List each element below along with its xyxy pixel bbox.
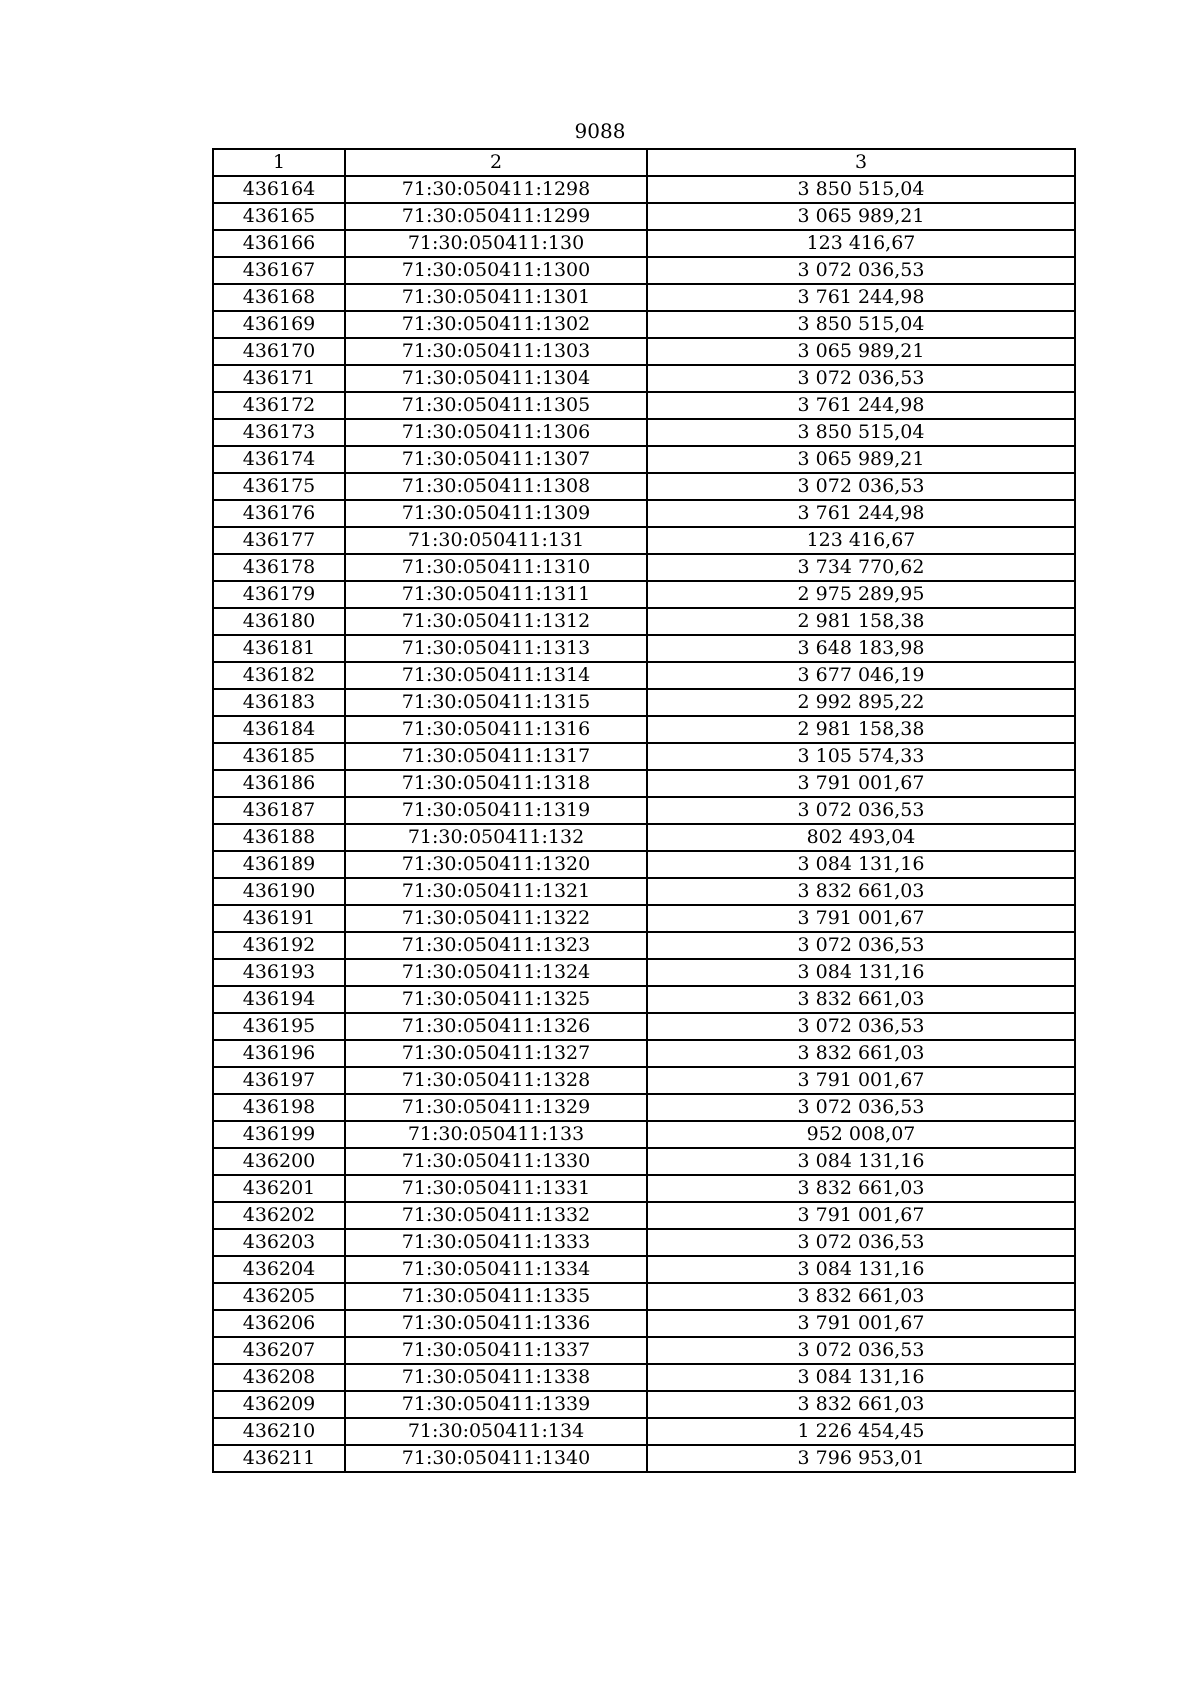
cell-value: 3 084 131,16 xyxy=(647,1148,1075,1175)
column-header-3: 3 xyxy=(647,149,1075,176)
cell-number: 436193 xyxy=(213,959,345,986)
cell-value: 3 105 574,33 xyxy=(647,743,1075,770)
table-body xyxy=(213,176,1075,1472)
cell-number: 436196 xyxy=(213,1040,345,1067)
cell-value: 3 832 661,03 xyxy=(647,878,1075,905)
cell-cadastral-id: 71:30:050411:1334 xyxy=(345,1256,647,1283)
cell-number: 436190 xyxy=(213,878,345,905)
cell-value: 3 072 036,53 xyxy=(647,1094,1075,1121)
cell-value: 2 975 289,95 xyxy=(647,581,1075,608)
cell-cadastral-id: 71:30:050411:1321 xyxy=(345,878,647,905)
cell-number: 436204 xyxy=(213,1256,345,1283)
cell-value: 3 761 244,98 xyxy=(647,284,1075,311)
table-row xyxy=(213,365,1075,392)
cell-number: 436177 xyxy=(213,527,345,554)
cell-cadastral-id: 71:30:050411:1299 xyxy=(345,203,647,230)
cell-cadastral-id: 71:30:050411:134 xyxy=(345,1418,647,1445)
cell-value: 3 084 131,16 xyxy=(647,851,1075,878)
table-header-row xyxy=(213,149,1075,176)
cell-value: 3 832 661,03 xyxy=(647,1391,1075,1418)
cell-cadastral-id: 71:30:050411:1330 xyxy=(345,1148,647,1175)
table-row xyxy=(213,932,1075,959)
cell-value: 3 791 001,67 xyxy=(647,770,1075,797)
cell-number: 436165 xyxy=(213,203,345,230)
cell-value: 3 648 183,98 xyxy=(647,635,1075,662)
cell-cadastral-id: 71:30:050411:1337 xyxy=(345,1337,647,1364)
table-row xyxy=(213,1202,1075,1229)
cell-value: 3 850 515,04 xyxy=(647,176,1075,203)
table-row xyxy=(213,851,1075,878)
cell-number: 436169 xyxy=(213,311,345,338)
cell-cadastral-id: 71:30:050411:1311 xyxy=(345,581,647,608)
cell-cadastral-id: 71:30:050411:1323 xyxy=(345,932,647,959)
column-header-2: 2 xyxy=(345,149,647,176)
cell-number: 436209 xyxy=(213,1391,345,1418)
cell-cadastral-id: 71:30:050411:1301 xyxy=(345,284,647,311)
table-row xyxy=(213,446,1075,473)
cell-cadastral-id: 71:30:050411:1308 xyxy=(345,473,647,500)
cell-cadastral-id: 71:30:050411:1310 xyxy=(345,554,647,581)
cell-number: 436178 xyxy=(213,554,345,581)
cell-cadastral-id: 71:30:050411:1317 xyxy=(345,743,647,770)
cell-number: 436183 xyxy=(213,689,345,716)
cell-value: 3 850 515,04 xyxy=(647,419,1075,446)
cell-cadastral-id: 71:30:050411:1313 xyxy=(345,635,647,662)
cell-value: 1 226 454,45 xyxy=(647,1418,1075,1445)
cell-number: 436171 xyxy=(213,365,345,392)
cell-number: 436188 xyxy=(213,824,345,851)
cell-number: 436176 xyxy=(213,500,345,527)
cell-value: 3 734 770,62 xyxy=(647,554,1075,581)
cell-value: 3 084 131,16 xyxy=(647,959,1075,986)
table-row xyxy=(213,1418,1075,1445)
cell-number: 436170 xyxy=(213,338,345,365)
table-row xyxy=(213,419,1075,446)
table-row xyxy=(213,1391,1075,1418)
cell-value: 3 796 953,01 xyxy=(647,1445,1075,1472)
page-number: 9088 xyxy=(574,119,626,143)
cell-number: 436166 xyxy=(213,230,345,257)
table-row xyxy=(213,797,1075,824)
table-row xyxy=(213,1229,1075,1256)
cell-value: 2 992 895,22 xyxy=(647,689,1075,716)
table-row xyxy=(213,230,1075,257)
cell-value: 952 008,07 xyxy=(647,1121,1075,1148)
cell-cadastral-id: 71:30:050411:1329 xyxy=(345,1094,647,1121)
cell-value: 3 832 661,03 xyxy=(647,1283,1075,1310)
cell-number: 436211 xyxy=(213,1445,345,1472)
cell-number: 436184 xyxy=(213,716,345,743)
cell-number: 436189 xyxy=(213,851,345,878)
cell-number: 436200 xyxy=(213,1148,345,1175)
table-row xyxy=(213,176,1075,203)
cell-cadastral-id: 71:30:050411:1307 xyxy=(345,446,647,473)
cell-value: 3 832 661,03 xyxy=(647,986,1075,1013)
cell-cadastral-id: 71:30:050411:1318 xyxy=(345,770,647,797)
cell-cadastral-id: 71:30:050411:1325 xyxy=(345,986,647,1013)
cell-number: 436185 xyxy=(213,743,345,770)
cell-number: 436202 xyxy=(213,1202,345,1229)
cell-cadastral-id: 71:30:050411:1327 xyxy=(345,1040,647,1067)
table-row xyxy=(213,662,1075,689)
cell-cadastral-id: 71:30:050411:1306 xyxy=(345,419,647,446)
column-header-1: 1 xyxy=(213,149,345,176)
cell-number: 436164 xyxy=(213,176,345,203)
cell-value: 3 791 001,67 xyxy=(647,1067,1075,1094)
cell-cadastral-id: 71:30:050411:1302 xyxy=(345,311,647,338)
cell-cadastral-id: 71:30:050411:1339 xyxy=(345,1391,647,1418)
table-row xyxy=(213,257,1075,284)
cell-value: 3 072 036,53 xyxy=(647,473,1075,500)
cell-cadastral-id: 71:30:050411:1336 xyxy=(345,1310,647,1337)
cell-cadastral-id: 71:30:050411:1300 xyxy=(345,257,647,284)
table-row xyxy=(213,500,1075,527)
cell-number: 436203 xyxy=(213,1229,345,1256)
cell-number: 436181 xyxy=(213,635,345,662)
table-row xyxy=(213,1067,1075,1094)
cell-cadastral-id: 71:30:050411:1309 xyxy=(345,500,647,527)
cell-cadastral-id: 71:30:050411:133 xyxy=(345,1121,647,1148)
table-row xyxy=(213,1337,1075,1364)
table-row xyxy=(213,1310,1075,1337)
cell-cadastral-id: 71:30:050411:1324 xyxy=(345,959,647,986)
table-row xyxy=(213,608,1075,635)
table-row xyxy=(213,716,1075,743)
cell-number: 436191 xyxy=(213,905,345,932)
cell-number: 436206 xyxy=(213,1310,345,1337)
cell-number: 436198 xyxy=(213,1094,345,1121)
table-row xyxy=(213,878,1075,905)
table-row xyxy=(213,1148,1075,1175)
table-row xyxy=(213,770,1075,797)
cell-number: 436182 xyxy=(213,662,345,689)
cell-value: 3 677 046,19 xyxy=(647,662,1075,689)
cell-value: 3 761 244,98 xyxy=(647,500,1075,527)
table-row xyxy=(213,1364,1075,1391)
cell-value: 3 065 989,21 xyxy=(647,446,1075,473)
cell-cadastral-id: 71:30:050411:1322 xyxy=(345,905,647,932)
cell-value: 3 072 036,53 xyxy=(647,797,1075,824)
table-row xyxy=(213,635,1075,662)
cell-number: 436199 xyxy=(213,1121,345,1148)
table-row xyxy=(213,743,1075,770)
table-row xyxy=(213,203,1075,230)
cell-value: 3 065 989,21 xyxy=(647,338,1075,365)
cell-number: 436167 xyxy=(213,257,345,284)
cell-cadastral-id: 71:30:050411:1331 xyxy=(345,1175,647,1202)
cell-value: 3 072 036,53 xyxy=(647,1013,1075,1040)
cell-number: 436172 xyxy=(213,392,345,419)
cell-cadastral-id: 71:30:050411:1328 xyxy=(345,1067,647,1094)
cell-number: 436175 xyxy=(213,473,345,500)
cell-number: 436180 xyxy=(213,608,345,635)
cell-value: 3 072 036,53 xyxy=(647,932,1075,959)
cell-cadastral-id: 71:30:050411:1298 xyxy=(345,176,647,203)
cell-cadastral-id: 71:30:050411:1335 xyxy=(345,1283,647,1310)
table-row xyxy=(213,1283,1075,1310)
cell-number: 436168 xyxy=(213,284,345,311)
cell-value: 3 084 131,16 xyxy=(647,1364,1075,1391)
cell-cadastral-id: 71:30:050411:132 xyxy=(345,824,647,851)
table-row xyxy=(213,338,1075,365)
cell-cadastral-id: 71:30:050411:1332 xyxy=(345,1202,647,1229)
cell-value: 2 981 158,38 xyxy=(647,716,1075,743)
cell-cadastral-id: 71:30:050411:1333 xyxy=(345,1229,647,1256)
cell-cadastral-id: 71:30:050411:131 xyxy=(345,527,647,554)
cell-number: 436195 xyxy=(213,1013,345,1040)
cell-value: 3 072 036,53 xyxy=(647,365,1075,392)
cell-number: 436187 xyxy=(213,797,345,824)
cell-number: 436192 xyxy=(213,932,345,959)
cell-value: 3 761 244,98 xyxy=(647,392,1075,419)
cell-value: 3 072 036,53 xyxy=(647,1229,1075,1256)
cell-cadastral-id: 71:30:050411:130 xyxy=(345,230,647,257)
cell-cadastral-id: 71:30:050411:1319 xyxy=(345,797,647,824)
table-row xyxy=(213,1121,1075,1148)
cell-cadastral-id: 71:30:050411:1312 xyxy=(345,608,647,635)
cell-cadastral-id: 71:30:050411:1326 xyxy=(345,1013,647,1040)
cell-number: 436197 xyxy=(213,1067,345,1094)
cell-number: 436208 xyxy=(213,1364,345,1391)
cell-number: 436210 xyxy=(213,1418,345,1445)
table-row xyxy=(213,554,1075,581)
table-row xyxy=(213,1094,1075,1121)
table-row xyxy=(213,986,1075,1013)
cell-number: 436179 xyxy=(213,581,345,608)
cell-value: 3 791 001,67 xyxy=(647,905,1075,932)
cell-value: 3 832 661,03 xyxy=(647,1040,1075,1067)
cell-cadastral-id: 71:30:050411:1338 xyxy=(345,1364,647,1391)
cell-cadastral-id: 71:30:050411:1305 xyxy=(345,392,647,419)
cell-number: 436201 xyxy=(213,1175,345,1202)
cell-number: 436174 xyxy=(213,446,345,473)
table-row xyxy=(213,392,1075,419)
cell-cadastral-id: 71:30:050411:1315 xyxy=(345,689,647,716)
cell-value: 3 084 131,16 xyxy=(647,1256,1075,1283)
cell-value: 123 416,67 xyxy=(647,527,1075,554)
cell-value: 3 791 001,67 xyxy=(647,1202,1075,1229)
cell-value: 3 065 989,21 xyxy=(647,203,1075,230)
cell-value: 2 981 158,38 xyxy=(647,608,1075,635)
table-row xyxy=(213,959,1075,986)
table-row xyxy=(213,1445,1075,1472)
table-row xyxy=(213,1256,1075,1283)
cell-value: 3 072 036,53 xyxy=(647,257,1075,284)
table-row xyxy=(213,1013,1075,1040)
cell-value: 3 791 001,67 xyxy=(647,1310,1075,1337)
cell-number: 436207 xyxy=(213,1337,345,1364)
table-row xyxy=(213,284,1075,311)
table-row xyxy=(213,311,1075,338)
cell-cadastral-id: 71:30:050411:1316 xyxy=(345,716,647,743)
cell-number: 436205 xyxy=(213,1283,345,1310)
table-row xyxy=(213,1040,1075,1067)
data-table xyxy=(212,148,1076,1473)
cell-value: 802 493,04 xyxy=(647,824,1075,851)
cell-value: 3 832 661,03 xyxy=(647,1175,1075,1202)
table-row xyxy=(213,473,1075,500)
cell-number: 436194 xyxy=(213,986,345,1013)
cell-cadastral-id: 71:30:050411:1340 xyxy=(345,1445,647,1472)
table-row xyxy=(213,824,1075,851)
cell-cadastral-id: 71:30:050411:1304 xyxy=(345,365,647,392)
table-row xyxy=(213,905,1075,932)
cell-cadastral-id: 71:30:050411:1314 xyxy=(345,662,647,689)
cell-number: 436186 xyxy=(213,770,345,797)
table-row xyxy=(213,527,1075,554)
cell-value: 3 072 036,53 xyxy=(647,1337,1075,1364)
table-row xyxy=(213,581,1075,608)
table-row xyxy=(213,689,1075,716)
cell-number: 436173 xyxy=(213,419,345,446)
cell-value: 3 850 515,04 xyxy=(647,311,1075,338)
cell-cadastral-id: 71:30:050411:1320 xyxy=(345,851,647,878)
table-row xyxy=(213,1175,1075,1202)
cell-value: 123 416,67 xyxy=(647,230,1075,257)
cell-cadastral-id: 71:30:050411:1303 xyxy=(345,338,647,365)
